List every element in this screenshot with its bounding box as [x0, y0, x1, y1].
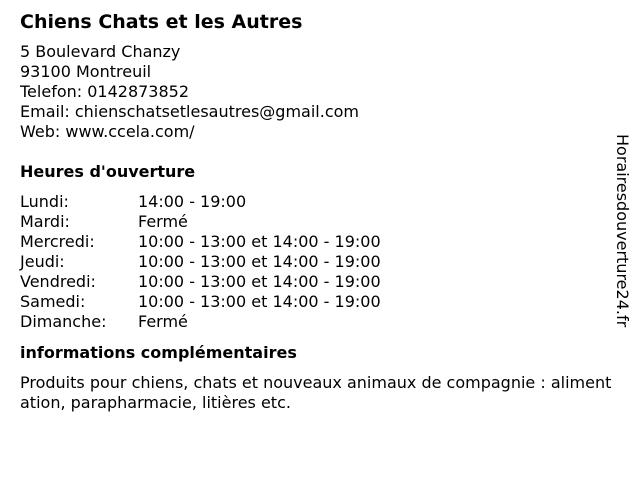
hours-time: 10:00 - 13:00 et 14:00 - 19:00 [138, 252, 381, 271]
hours-day: Jeudi: [20, 252, 65, 271]
hours-row [20, 192, 610, 212]
hours-row [20, 292, 610, 312]
hours-row [20, 272, 610, 292]
business-card [20, 10, 610, 413]
hours-time: 10:00 - 13:00 et 14:00 - 19:00 [138, 272, 381, 291]
hours-heading: Heures d'ouverture [20, 162, 196, 181]
business-name: Chiens Chats et les Autres [20, 11, 303, 33]
site-watermark: Horairesdouverture24.fr [613, 134, 632, 328]
phone-number[interactable]: Telefon: 0142873852 [20, 82, 190, 101]
hours-time: 10:00 - 13:00 et 14:00 - 19:00 [138, 292, 381, 311]
hours-table [20, 192, 610, 332]
address-street: 5 Boulevard Chanzy [20, 42, 181, 61]
website-link[interactable]: Web: www.ccela.com/ [20, 122, 195, 141]
info-heading: informations complémentaires [20, 343, 297, 362]
hours-time: 10:00 - 13:00 et 14:00 - 19:00 [138, 232, 381, 251]
address-city: 93100 Montreuil [20, 62, 152, 81]
email-address[interactable]: Email: chienschatsetlesautres@gmail.com [20, 102, 359, 121]
hours-time: 14:00 - 19:00 [138, 192, 247, 211]
hours-row [20, 212, 610, 232]
hours-row [20, 312, 610, 332]
hours-day: Mardi: [20, 212, 70, 231]
hours-day: Vendredi: [20, 272, 96, 291]
hours-day: Samedi: [20, 292, 86, 311]
hours-row [20, 252, 610, 272]
info-text: Produits pour chiens, chats et nouveaux animaux de compagnie : alimentation, parapharmacie, litières etc. [20, 373, 612, 412]
hours-row [20, 232, 610, 252]
hours-day: Dimanche: [20, 312, 107, 331]
hours-time: Fermé [138, 312, 188, 331]
hours-day: Mercredi: [20, 232, 95, 251]
hours-time: Fermé [138, 212, 188, 231]
hours-day: Lundi: [20, 192, 69, 211]
contact-block [20, 42, 610, 142]
